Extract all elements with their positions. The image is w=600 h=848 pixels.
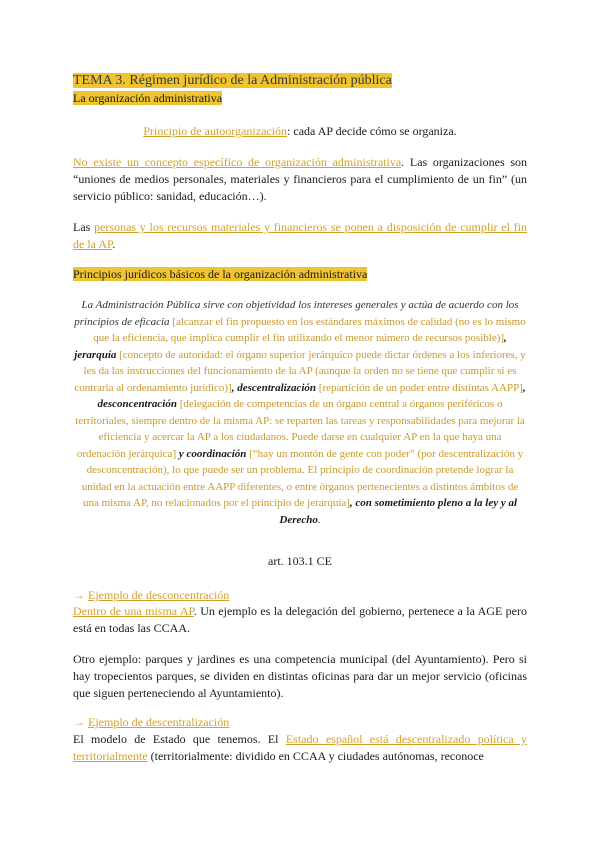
quote-descentralizacion: , descentralización: [231, 381, 317, 394]
concept-text: . Las organizaciones son “uniones de medios personales, materiales y financieros para el cumplimiento de un fin” (un servicio público: sanidad, educación…).: [73, 155, 527, 203]
desconcentration-heading: [73, 587, 527, 604]
descentralization-heading: [73, 714, 527, 731]
section-subtitle: [73, 91, 527, 106]
other-example-paragraph: Otro ejemplo: parques y jardines es una competencia municipal (del Ayuntamiento). Pero si hay tropecientos parques, se dividen en distintas oficinas para dar un mejor servicio (oficinas que siguen perteneciendo al Ayuntamiento).: [73, 652, 527, 700]
quote-part-1: La Administración Pública sirve con objetividad los intereses generales y actúa de acuerdo con los principios de eficacia: [74, 299, 519, 328]
principles-heading-highlight: Principios jurídicos básicos de la organización administrativa: [73, 267, 368, 281]
principles-quote: [73, 297, 527, 528]
descentralization-link[interactable]: Estado español está descentralizado política y territorialmente: [73, 732, 528, 763]
quote-coordinacion: y coordinación: [176, 447, 247, 460]
quote-jerarquia: , jerarquía: [74, 332, 507, 361]
descentralization-text: (territorialmente: dividido en CCAA y ciudades autónomas, reconoce: [147, 749, 484, 763]
persons-link[interactable]: personas y los recursos materiales y financieros se ponen a disposición de cumplir el fin de la AP: [73, 220, 527, 251]
title-highlight: TEMA 3. Régimen jurídico de la Administración pública: [73, 73, 392, 88]
autoorganization-link[interactable]: Principio de autoorganización: [143, 124, 288, 138]
page-title: [73, 73, 527, 89]
concept-paragraph: [73, 154, 527, 205]
quote-descentralizacion-note: [repartición de un poder entre distintas AAPP]: [316, 381, 523, 394]
descentralization-heading-link[interactable]: Ejemplo de descentralización: [88, 715, 230, 729]
quote-desconcentracion: , desconcentración: [97, 381, 526, 410]
quote-desconcentracion-note: [delegación de competencias de un órgano central a órganos periféricos o territoriales, siempre dentro de la misma AP: se reparten las tareas y responsabilidades para mejorar la eficiencia y acercar la AP a los ciudadanos. Puede darse en cualquier AP en la que haya una ordenación jerárquica]: [75, 398, 525, 460]
arrow-icon: →: [73, 715, 88, 729]
desconcentration-text: . Un ejemplo es la delegación del gobierno, pertenece a la AGE pero está en todas las CCAA.: [73, 604, 527, 635]
concept-link[interactable]: No existe un concepto específico de organización administrativa: [73, 155, 402, 169]
quote-jerarquia-note: [concepto de autoridad: el órgano superior jerárquico puede dictar órdenes a los inferiores, y les da las instrucciones del funcionamiento de la AP (aunque la orden no se tiene que cumplir si es contraria al ordenamiento jurídico)]: [74, 348, 526, 394]
arrow-icon: →: [73, 588, 88, 602]
autoorganization-text: : cada AP decide cómo se organiza.: [287, 124, 457, 138]
descentralization-paragraph: [73, 731, 527, 765]
principles-heading: [73, 266, 527, 283]
desconcentration-paragraph: [73, 603, 527, 637]
quote-end: .: [317, 513, 321, 526]
persons-paragraph: [73, 219, 527, 253]
article-reference: art. 103.1 CE: [268, 554, 332, 568]
persons-end: .: [112, 237, 116, 251]
autoorganization-paragraph: [73, 123, 527, 140]
subtitle-highlight: La organización administrativa: [73, 91, 223, 105]
persons-lead: Las: [73, 220, 95, 234]
desconcentration-heading-link[interactable]: Ejemplo de desconcentración: [88, 588, 230, 602]
quote-eficacia-note: [alcanzar el fin propuesto en los estándares máximos de calidad (no es lo mismo que la eficiencia, que implica cumplir el fin utilizando el menor número de recursos posible)]: [93, 315, 526, 344]
descentralization-lead: El modelo de Estado que tenemos. El: [73, 732, 286, 746]
desconcentration-link[interactable]: Dentro de una misma AP: [73, 604, 194, 618]
quote-coordinacion-note: [“hay un montón de gente con poder” (por descentralización y desconcentración), lo que puede ser un problema. El principio de coordinación pretende lograr la unidad en la actuación entre AAPP diferentes, o entre órganos pertenecientes a distintos ámbitos de una misma AP, no relacionados por el principio de jerarquía]: [81, 447, 524, 509]
quote-sometimiento: , con sometimiento pleno a la ley y al Derecho: [279, 497, 518, 526]
